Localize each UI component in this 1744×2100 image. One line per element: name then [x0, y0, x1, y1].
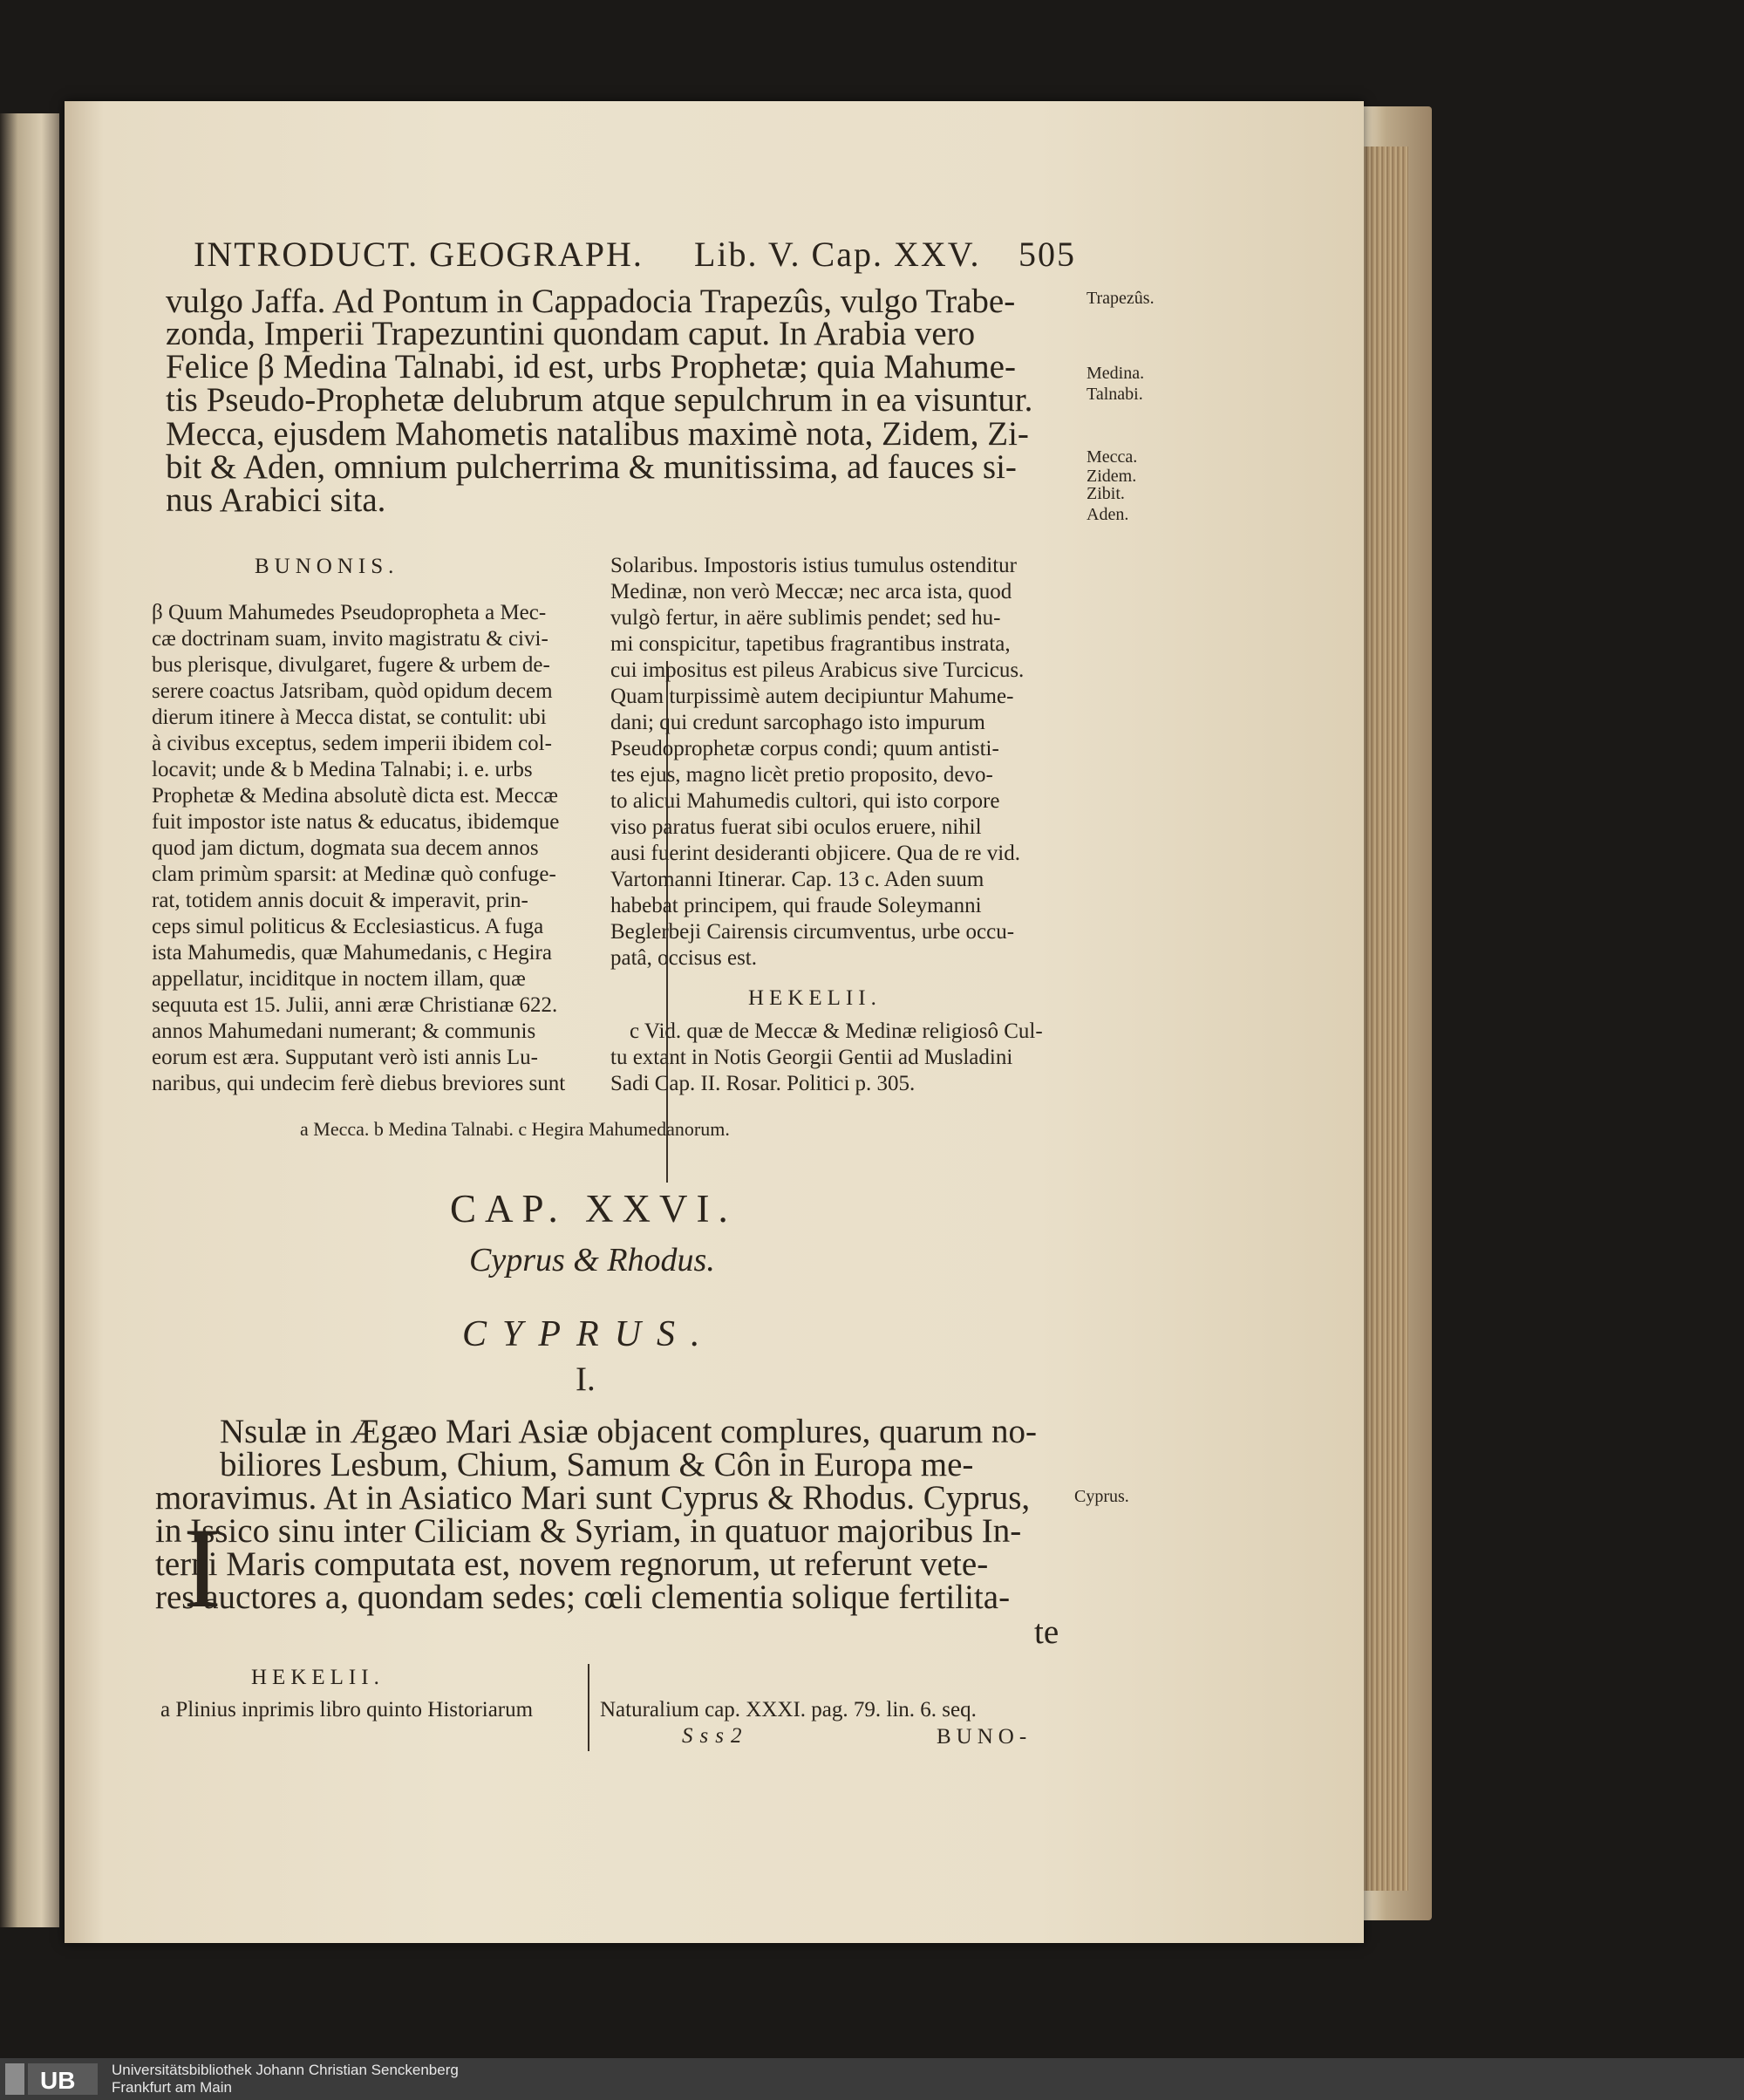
- chapter-title: CAP. XXVI.: [450, 1187, 737, 1231]
- note-line-left: appellatur, inciditque in noctem illam, quæ: [152, 967, 526, 991]
- ub-logo: [5, 2062, 99, 2097]
- note-line-left: naribus, qui undecim ferè diebus breviores sunt: [152, 1072, 566, 1095]
- main-text-line: Mecca, ejusdem Mahometis natalibus maximè nota, Zidem, Zi-: [166, 415, 1029, 453]
- note-line-right: Quam turpissimè autem decipiuntur Mahume-: [610, 685, 1014, 708]
- hekelii-note-line: c Vid. quæ de Meccæ & Medinæ religiosô Cul-: [630, 1019, 1043, 1043]
- hekelii-heading-bottom: HEKELII.: [251, 1666, 385, 1689]
- note-line-right: to alicui Mahumedis cultori, qui isto corpore: [610, 789, 1000, 813]
- note-line-right: habebat principem, qui fraude Soleymanni: [610, 894, 982, 917]
- main-text-line: vulgo Jaffa. Ad Pontum in Cappadocia Trapezûs, vulgo Trabe-: [166, 283, 1016, 320]
- bottom-catchword: BUNO-: [937, 1725, 1032, 1749]
- margin-note: Talnabi.: [1087, 385, 1143, 404]
- logo-text: UB: [40, 2067, 76, 2094]
- note-line-left: eorum est æra. Supputant verò isti annis Lu-: [152, 1046, 538, 1069]
- note-line-left: serere coactus Jatsribam, quòd opidum decem: [152, 679, 553, 703]
- note-line-right: ausi fuerint desideranti objicere. Qua de re vid.: [610, 842, 1020, 865]
- footer-institution: Universitätsbibliothek Johann Christian Senckenberg: [112, 2062, 459, 2078]
- signature-mark: Sss2: [682, 1724, 749, 1748]
- note-line-right: dani; qui credunt sarcophago isto impurum: [610, 711, 985, 734]
- bottom-note-right: Naturalium cap. XXXI. pag. 79. lin. 6. seq.: [600, 1698, 977, 1722]
- section-text-line: moravimus. At in Asiatico Mari sunt Cyprus & Rhodus. Cyprus,: [155, 1479, 1031, 1517]
- main-text-line: bit & Aden, omnium pulcherrima & munitissima, ad fauces si-: [166, 448, 1017, 486]
- section-text-line: Nsulæ in Ægæo Mari Asiæ objacent complures, quarum no-: [220, 1413, 1037, 1450]
- note-line-left: dierum itinere à Mecca distat, se contulit: ubi: [152, 706, 547, 729]
- book-chapter-label: Lib. V. Cap. XXV.: [694, 235, 981, 274]
- note-line-left: β Quum Mahumedes Pseudopropheta a Mec-: [152, 601, 547, 624]
- section-text-line: in Issico sinu inter Ciliciam & Syriam, in quatuor majoribus In-: [155, 1512, 1022, 1550]
- margin-note: Zidem.: [1087, 467, 1137, 486]
- running-title: INTRODUCT. GEOGRAPH.: [194, 235, 644, 274]
- note-line-left: quod jam dictum, dogmata sua decem annos: [152, 836, 539, 860]
- hekelii-heading: HEKELII.: [748, 986, 882, 1010]
- margin-note: Zibit.: [1087, 484, 1125, 503]
- note-line-left: rat, totidem annis docuit & imperavit, prin-: [152, 889, 528, 912]
- note-line-right: Pseudoprophetæ corpus condi; quum antisti-: [610, 737, 999, 760]
- margin-note-cyprus: Cyprus.: [1074, 1487, 1129, 1506]
- hekelii-note-line: Sadi Cap. II. Rosar. Politici p. 305.: [610, 1072, 916, 1095]
- section-text-line: biliores Lesbum, Chium, Samum & Côn in Europa me-: [220, 1446, 974, 1483]
- note-line-right: patâ, occisus est.: [610, 946, 758, 970]
- footer-city: Frankfurt am Main: [112, 2079, 232, 2096]
- note-line-left: annos Mahumedani numerant; & communis: [152, 1019, 536, 1043]
- note-line-right: Medinæ, non verò Meccæ; nec arca ista, quod: [610, 580, 1012, 603]
- note-line-left: ista Mahumedis, quæ Mahumedanis, c Hegira: [152, 941, 552, 965]
- note-line-left: bus plerisque, divulgaret, fugere & urbem de-: [152, 653, 550, 677]
- note-line-left: Prophetæ & Medina absolutè dicta est. Meccæ: [152, 784, 558, 808]
- section-text-line: res auctores a, quondam sedes; cœli clementia solique fertilita-: [155, 1578, 1011, 1616]
- section-text-line: terni Maris computata est, novem regnorum, ut referunt vete-: [155, 1545, 989, 1583]
- drop-cap: I: [183, 1503, 221, 1632]
- note-line-left: locavit; unde & b Medina Talnabi; i. e. urbs: [152, 758, 533, 781]
- margin-note: Aden.: [1087, 505, 1129, 524]
- note-line-right: cui impositus est pileus Arabicus sive Turcicus.: [610, 658, 1025, 682]
- note-line-left: à civibus exceptus, sedem imperii ibidem col-: [152, 732, 552, 755]
- note-line-left: ceps simul politicus & Ecclesiasticus. A fuga: [152, 915, 544, 938]
- margin-note: Mecca.: [1087, 447, 1138, 467]
- note-line-right: vulgò fertur, in aëre sublimis pendet; sed hu-: [610, 606, 1001, 630]
- previous-page-edge: [0, 113, 59, 1927]
- main-text-line: zonda, Imperii Trapezuntini quondam caput. In Arabia vero: [166, 315, 976, 352]
- section-title: CYPRUS.: [462, 1314, 716, 1354]
- note-line-left: fuit impostor iste natus & educatus, ibidemque: [152, 810, 560, 834]
- bottom-note-left: a Plinius inprimis libro quinto Historiarum: [160, 1698, 534, 1722]
- note-line-left: clam primùm sparsit: at Medinæ quò confuge-: [152, 862, 556, 886]
- main-text-line: Felice β Medina Talnabi, id est, urbs Prophetæ; quia Mahume-: [166, 348, 1016, 385]
- note-line-right: Vartomanni Itinerar. Cap. 13 c. Aden suum: [610, 868, 984, 891]
- book-page: [65, 101, 1364, 1943]
- margin-note: Medina.: [1087, 364, 1145, 383]
- main-text-line: nus Arabici sita.: [166, 481, 386, 519]
- hekelii-note-line: tu extant in Notis Georgii Gentii ad Musladini: [610, 1046, 1013, 1069]
- note-line-right: viso paratus fuerat sibi oculos eruere, nihil: [610, 815, 982, 839]
- section-number: I.: [576, 1360, 596, 1398]
- note-line-left: cæ doctrinam suam, invito magistratu & civi-: [152, 627, 548, 651]
- footnote-labels: a Mecca. b Medina Talnabi. c Hegira Mahumedanorum.: [300, 1118, 730, 1140]
- catchword: te: [1034, 1613, 1059, 1651]
- margin-note: Trapezûs.: [1087, 289, 1155, 308]
- main-text-line: tis Pseudo-Prophetæ delubrum atque sepulchrum in ea visuntur.: [166, 381, 1033, 419]
- note-line-right: Beglerbeji Cairensis circumventus, urbe occu-: [610, 920, 1015, 944]
- note-line-right: mi conspicitur, tapetibus fragrantibus instrata,: [610, 632, 1011, 656]
- bunonis-heading: BUNONIS.: [255, 555, 399, 578]
- note-line-left: sequuta est 15. Julii, anni æræ Christianæ 622.: [152, 993, 558, 1017]
- page-number: 505: [1018, 235, 1076, 274]
- chapter-subtitle: Cyprus & Rhodus.: [469, 1242, 715, 1278]
- note-line-right: Solaribus. Impostoris istius tumulus ostenditur: [610, 554, 1017, 577]
- note-line-right: tes ejus, magno licèt pretio proposito, devo-: [610, 763, 993, 787]
- bottom-column-divider: [588, 1664, 589, 1751]
